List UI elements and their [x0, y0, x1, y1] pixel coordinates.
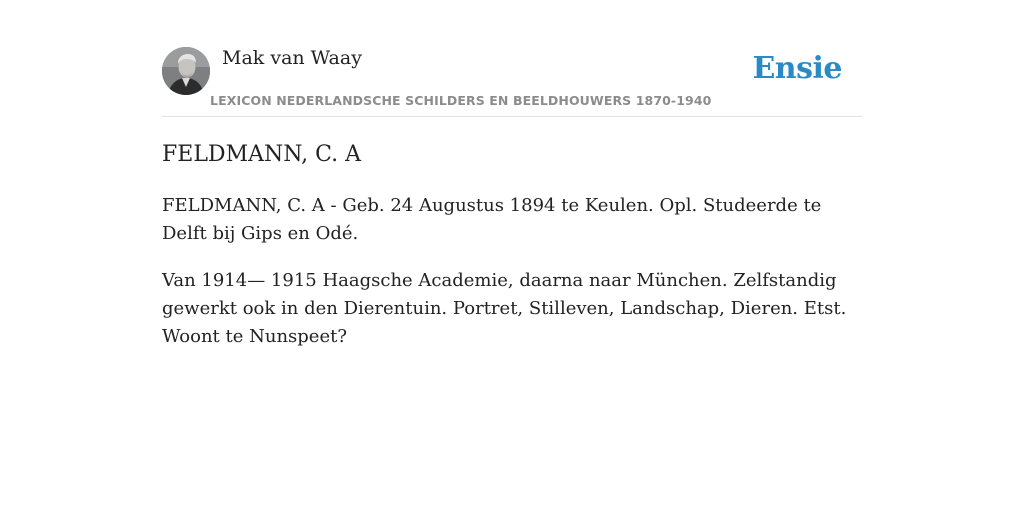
author-avatar[interactable]	[162, 47, 210, 95]
article-title: FELDMANN, C. A	[162, 142, 361, 167]
article-paragraph: FELDMANN, C. A - Geb. 24 Augustus 1894 te Keulen. Opl. Studeerde te Delft bij Gips en Odé.	[162, 195, 822, 244]
ensie-logo[interactable]: Ensie	[752, 51, 842, 86]
article-body	[162, 192, 862, 370]
source-title[interactable]: LEXICON NEDERLANDSCHE SCHILDERS EN BEELDHOUWERS 1870-1940	[210, 93, 712, 108]
article-paragraph: Van 1914— 1915 Haagsche Academie, daarna naar München. Zelfstandig gewerkt ook in den Dierentuin. Portret, Stilleven, Landschap, Dieren. Etst. Woont te Nunspeet?	[162, 270, 847, 347]
page-header	[162, 46, 862, 117]
author-name[interactable]: Mak van Waay	[222, 47, 362, 69]
author-portrait-icon	[162, 47, 210, 95]
